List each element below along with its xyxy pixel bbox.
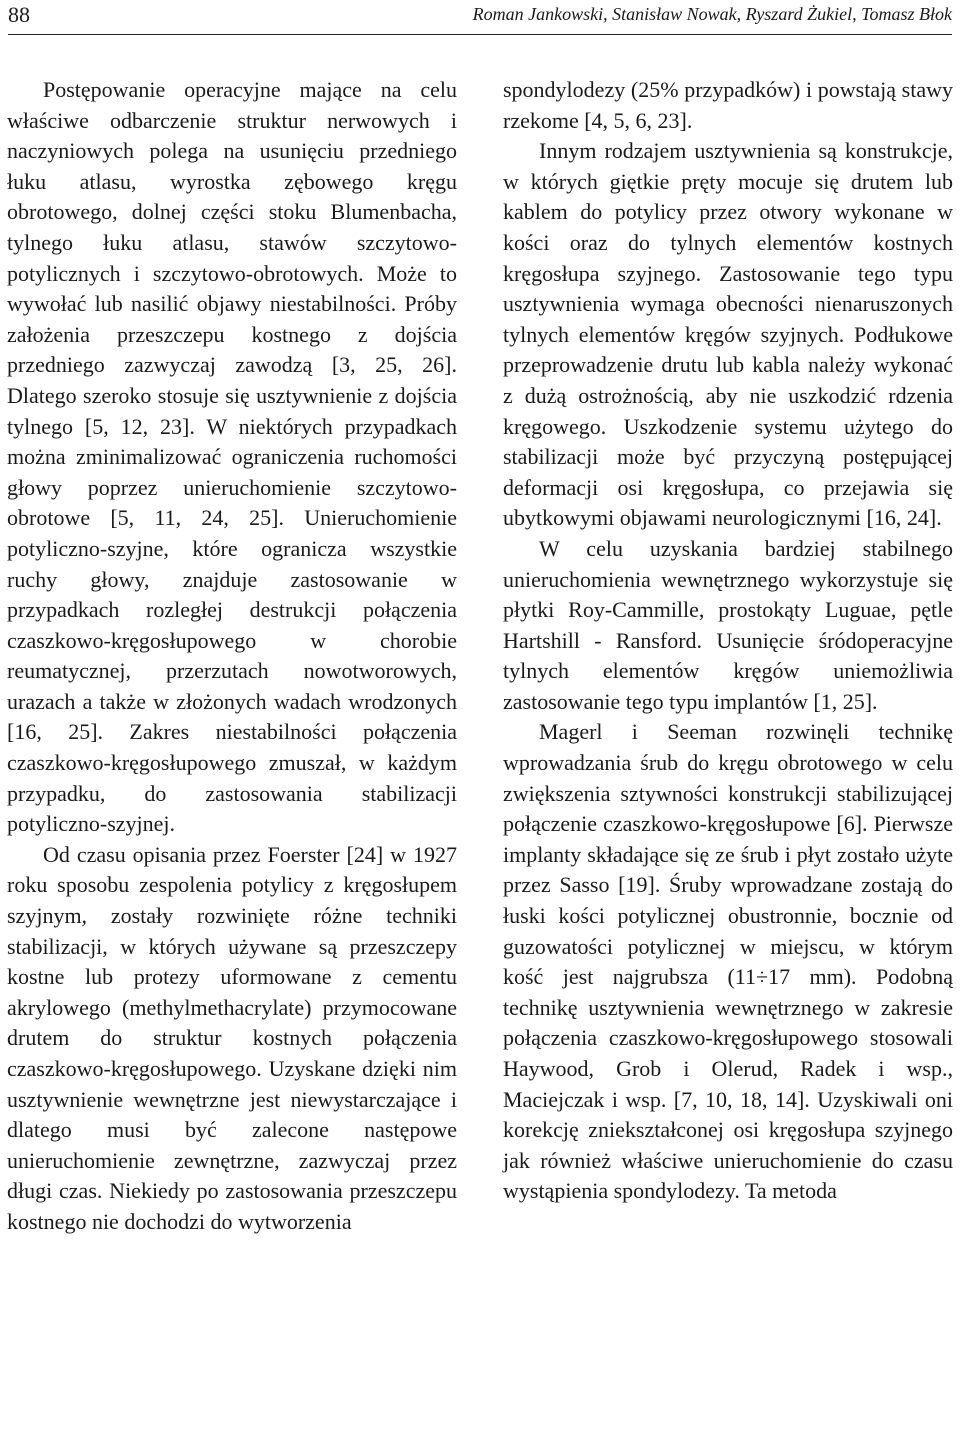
- paragraph: Od czasu opisania przez Foerster [24] w 1927 roku sposobu zespolenia potylicy z kręgosłupem szyjnym, zostały rozwinięte różne techniki stabilizacji, w których używane są przeszczepy kostne lub protezy uformowane z cementu akrylowego (methylmethacrylate) przymocowane drutem do struktur kostnych połączenia czaszkowo-kręgosłupowego. Uzyskane dzięki nim usztywnienie wewnętrzne jest niewystarczające i dlatego musi być zalecone następowe unieruchomienie zewnętrzne, zazwyczaj przez długi czas. Niekiedy po zastosowania przeszczepu kostnego nie dochodzi do wytworzenia: [7, 841, 457, 1234]
- paragraph: Innym rodzajem usztywnienia są konstrukcje, w których giętkie pręty mocuje się drutem lub kablem do potylicy przez otwory wykonane w kości oraz do tylnych elementów kostnych kręgosłupa szyjnego. Zastosowanie tego typu usztywnienia wymaga obecności nienaruszonych tylnych elementów kręgów szyjnych. Podłukowe przeprowadzenie drutu lub kabla należy wykonać z dużą ostrożnością, aby nie uszkodzić rdzenia kręgowego. Uszkodzenie systemu użytego do stabilizacji może być przyczyną postępującej deformacji osi kręgosłupa, co przejawia się ubytkowymi objawami neurologicznymi [16, 24].: [503, 138, 953, 531]
- paragraph: W celu uzyskania bardziej stabilnego unieruchomienia wewnętrznego wykorzystuje się płytki Roy-Cammille, prostokąty Luguae, pętle Hartshill - Ransford. Usunięcie śródoperacyjne tylnych elementów kręgów uniemożliwia zastosowanie tego typu implantów [1, 25].: [503, 535, 953, 714]
- running-head-authors: Roman Jankowski, Stanisław Nowak, Ryszard Żukiel, Tomasz Błok: [472, 4, 952, 24]
- paragraph-continued: spondylodezy (25% przypadków) i powstają stawy rzekome [4, 5, 6, 23].: [503, 77, 953, 133]
- paragraph: Postępowanie operacyjne mające na celu właściwe odbarczenie struktur nerwowych i naczyniowych polega na usunięciu przedniego łuku atlasu, wyrostka zębowego kręgu obrotowego, dolnej części stoku Blumenbacha, tylnego łuku atlasu, stawów szczytowo-potylicznych i szczytowo-obrotowych. Może to wywołać lub nasilić objawy niestabilności. Próby założenia przeszczepu kostnego z dojścia przedniego zazwyczaj zawodzą [3, 25, 26]. Dlatego szeroko stosuje się usztywnienie z dojścia tylnego [5, 12, 23]. W niektórych przypadkach można zminimalizować ograniczenia ruchomości głowy poprzez unieruchomienie szczytowo-obrotowe [5, 11, 24, 25]. Unieruchomienie potyliczno-szyjne, które ogranicza wszystkie ruchy głowy, znajduje zastosowanie w przypadkach rozległej destrukcji połączenia czaszkowo-kręgosłupowego w chorobie reumatycznej, przerzutach nowotworowych, urazach a także w złożonych wadach wrodzonych [16, 25]. Zakres niestabilności połączenia czaszkowo-kręgosłupowego zmuszał, w każdym przypadku, do zastosowania stabilizacji potyliczno-szyjnej.: [7, 77, 457, 837]
- page-number: 88: [8, 2, 30, 27]
- paragraph: Magerl i Seeman rozwinęli technikę wprowadzania śrub do kręgu obrotowego w celu zwiększenia sztywności konstrukcji stabilizującej połączenie czaszkowo-kręgosłupowe [6]. Pierwsze implanty składające się ze śrub i płyt zostało użyte przez Sasso [19]. Śruby wprowadzane zostają do łuski kości potylicznej obustronnie, bocznie od guzowatości potylicznej w miejscu, w którym kość jest najgrubsza (11÷17 mm). Podobną technikę usztywnienia wewnętrznego w zakresie połączenia czaszkowo-kręgosłupowego stosowali Haywood, Grob i Olerud, Radek i wsp., Maciejczak i wsp. [7, 10, 18, 14]. Uzyskiwali oni korekcję zniekształconej osi kręgosłupa szyjnego jak również właściwe unieruchomienie do czasu wystąpienia spondylodezy. Ta metoda: [503, 719, 953, 1204]
- left-column: [7, 75, 457, 1238]
- right-column: [503, 75, 953, 1207]
- page-header: [8, 0, 952, 35]
